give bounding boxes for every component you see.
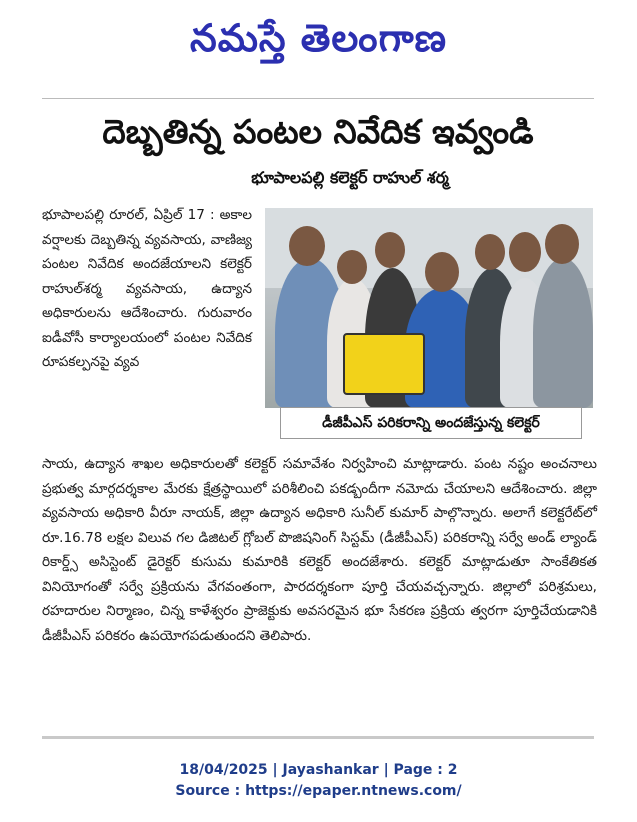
byline: భూపాలపల్లి కలెక్టర్ రాహుల్ శర్మ <box>251 168 449 187</box>
photo-caption: డీజీపీఎస్ పరికరాన్ని అందజేస్తున్న కలెక్టర్ <box>280 407 582 439</box>
story-column: భూపాలపల్లి రూరల్, ఏప్రిల్ 17 : అకాల వర్షాలకు దెబ్బతిన్న వ్యవసాయ, వాణిజ్య పంటల నివేదిక అందజేయాలని కలెక్టర్ రాహుల్‌శర్మ వ్యవసాయ, ఉద్యాన అధికారులను ఆదేశించారు. గురువారం ఐడీవోసీ కార్యాలయంలో పంటల నివేదిక రూపకల్పనపై వ్యవ <box>42 207 252 370</box>
photo-person-head <box>289 226 325 266</box>
dgps-case-icon <box>343 333 425 395</box>
footer-date-edition: 18/04/2025 | Jayashankar | Page : 2 <box>179 762 458 778</box>
photo-person-head <box>509 232 541 272</box>
photo-person-head <box>545 224 579 264</box>
photo-person-head <box>337 250 367 284</box>
photo-person <box>533 258 593 408</box>
news-photo <box>265 208 593 408</box>
masthead-logo: నమస్తే తెలంగాణ <box>190 16 447 60</box>
divider <box>42 98 594 99</box>
photo-person-head <box>425 252 459 292</box>
photo-person-head <box>475 234 505 270</box>
photo-person-head <box>375 232 405 268</box>
footer-source: Source : https://epaper.ntnews.com/ <box>175 783 462 799</box>
story-body: సాయ, ఉద్యాన శాఖల అధికారులతో కలెక్టర్ సమావేశం నిర్వహించి మాట్లాడారు. పంట నష్టం అంచనాలు ప్రభుత్వ మార్గదర్శకాల మేరకు క్షేత్రస్థాయిలో పరిశీలించి పకడ్బందీగా నమోదు చేయాలని ఆదేశించారు. జిల్లా వ్యవసాయ అధికారి వీరూ నాయక్, జిల్లా ఉద్యాన అధికారి సునీల్ కుమార్ పాల్గొన్నారు. అలాగే కలెక్టరేట్‌లో రూ.16.78 లక్షల విలువ గల డిజిటల్ గ్లోబల్ పొజిషనింగ్ సిస్టమ్ (డీజీపీఎస్) పరికరాన్ని సర్వే అండ్ ల్యాండ్ రికార్డ్స్ అసిస్టెంట్ డైరెక్టర్ కుసుమ కుమారికి కలెక్టర్ అందజేశారు. కలెక్టర్ మాట్లాడుతూ సాంకేతికత వినియోగంతో సర్వే ప్రక్రియను వేగవంతంగా, పారదర్శకంగా పూర్తి చేయవచ్చన్నారు. జిల్లాలో పరిశ్రమలు, రహదారుల నిర్మాణం, చిన్న కాళేశ్వరం ప్రాజెక్టుకు అవసరమైన భూ సేకరణ ప్రక్రియ త్వరగా పూర్తిచేయడానికి డీజీపీఎస్ పరికరం ఉపయోగపడుతుందని తెలిపారు. <box>42 456 597 644</box>
footer <box>0 760 637 802</box>
headline: దెబ్బతిన్న పంటల నివేదిక ఇవ్వండి <box>102 112 534 151</box>
divider <box>42 736 594 739</box>
